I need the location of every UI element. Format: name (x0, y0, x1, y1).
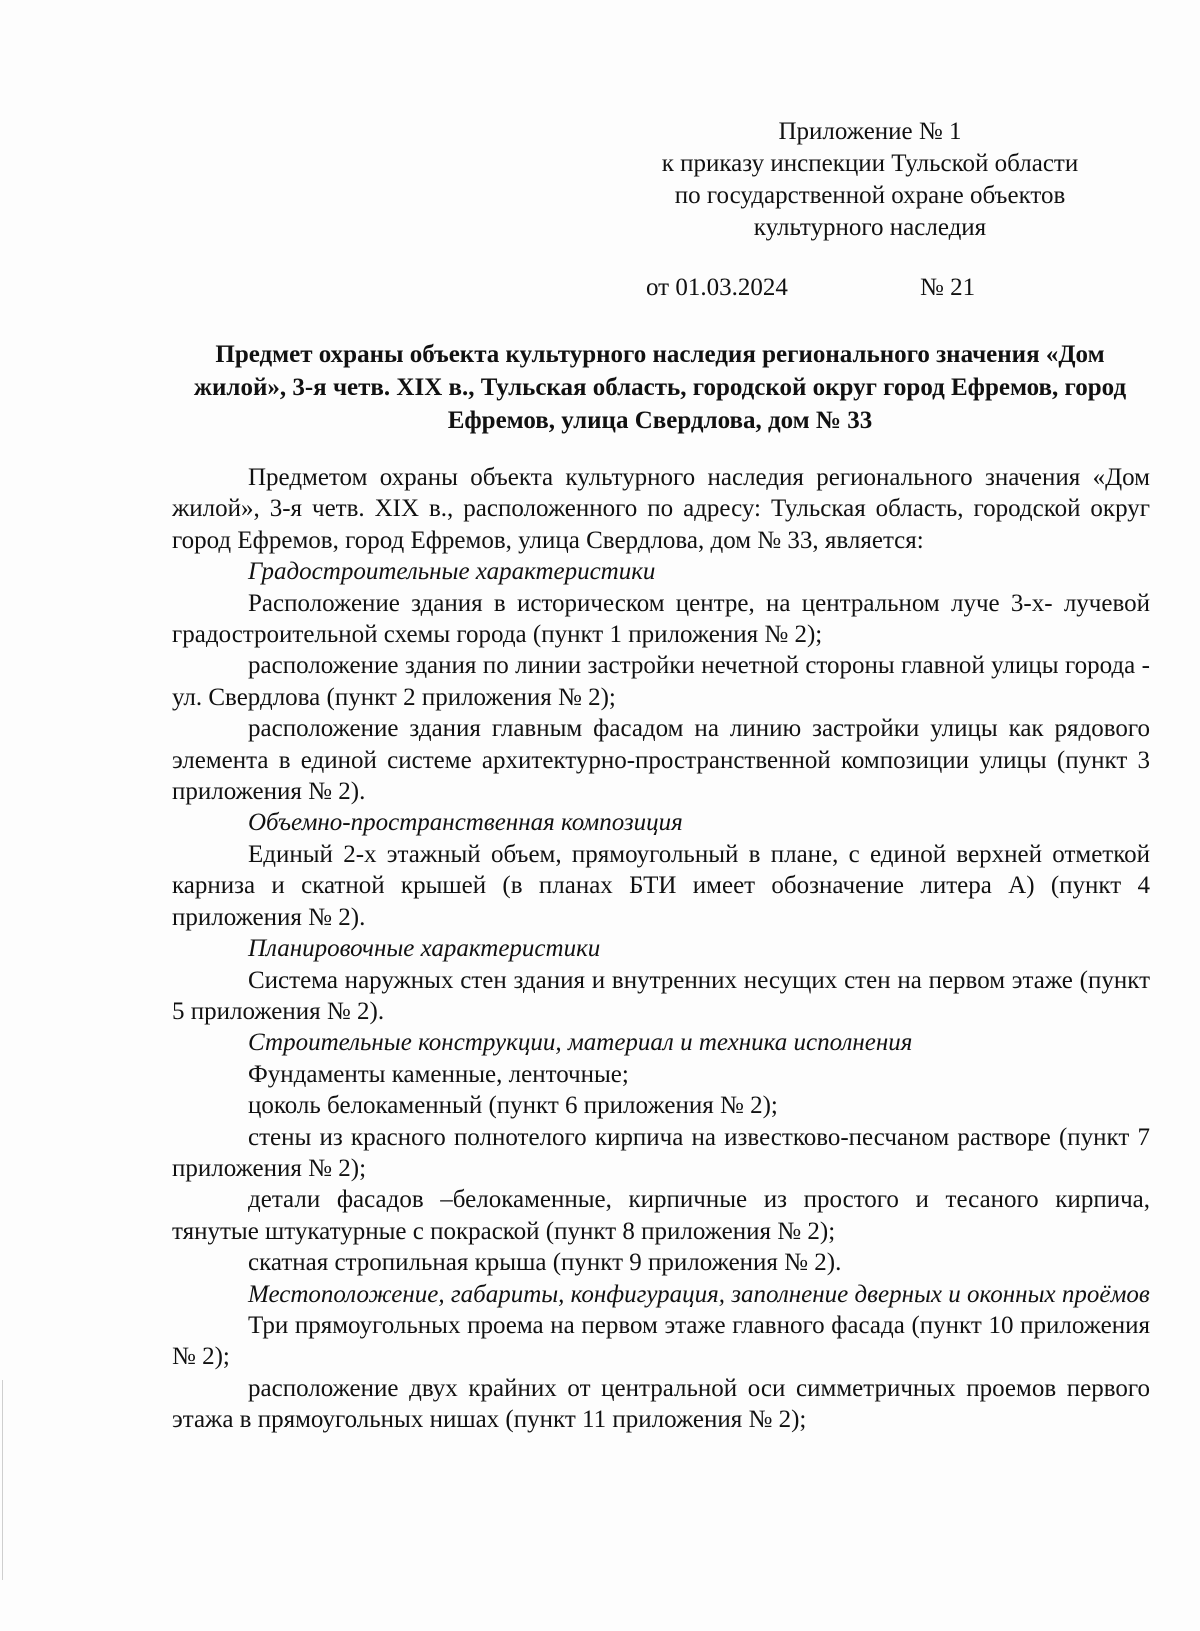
order-date: от 01.03.2024 (646, 274, 788, 301)
intro-paragraph: Предметом охраны объекта культурного наследия регионального значения «Дом жилой», 3-я четв. XIX в., расположенного по адресу: Тульская область, городской округ город Ефремов, город Ефремов, улица Свердлова, дом № 33, является: (172, 464, 1150, 554)
list-item: цоколь белокаменный (пункт 6 приложения № 2); (248, 1092, 778, 1120)
list-item: детали фасадов –белокаменные, кирпичные из простого и тесаного кирпича, тянутые штукатурные с покраской (пункт 8 приложения № 2); (172, 1186, 1150, 1245)
appendix-header (590, 116, 1150, 244)
scan-edge-mark (2, 1380, 3, 1580)
section-heading-volume: Объемно-пространственная композиция (248, 809, 683, 837)
list-item: Фундаменты каменные, ленточные; (248, 1060, 629, 1088)
section-heading-construction: Строительные конструкции, материал и техника исполнения (248, 1029, 913, 1057)
list-item: Три прямоугольных проема на первом этаже главного фасада (пункт 10 приложения № 2); (172, 1311, 1150, 1371)
section-heading-planning: Планировочные характеристики (248, 935, 601, 963)
document-title: Предмет охраны объекта культурного наследия регионального значения «Дом жилой», 3-я четв. XIX в., Тульская область, городской округ город Ефремов, город Ефремов, улица Свердлова, дом № 33 (193, 341, 1127, 434)
appendix-order-ref: к приказу инспекции Тульской области (661, 150, 1079, 177)
appendix-number: Приложение № 1 (778, 118, 962, 145)
section-heading-urban: Градостроительные характеристики (248, 558, 656, 586)
appendix-authority-cont: культурного наследия (753, 214, 987, 241)
section-heading-openings: Местоположение, габариты, конфигурация, заполнение дверных и оконных проёмов (248, 1280, 1150, 1308)
list-item: Расположение здания в историческом центре, на центральном луче 3-х- лучевой градостроительной схемы города (пункт 1 приложения № 2); (172, 589, 1150, 649)
list-item: Система наружных стен здания и внутренних несущих стен на первом этаже (пункт 5 приложения № 2). (172, 966, 1150, 1025)
list-item: скатная стропильная крыша (пункт 9 приложения № 2). (248, 1249, 842, 1277)
order-number: № 21 (920, 274, 976, 301)
list-item: расположение здания главным фасадом на линию застройки улицы как рядового элемента в единой системе архитектурно-пространственной композиции улицы (пункт 3 приложения № 2). (172, 715, 1150, 806)
document-body (172, 462, 1150, 1436)
list-item: расположение здания по линии застройки нечетной стороны главной улицы города - ул. Свердлова (пункт 2 приложения № 2); (172, 652, 1150, 711)
list-item: Единый 2-х этажный объем, прямоугольный в плане, с единой верхней отметкой карниза и скатной крышей (в планах БТИ имеет обозначение литера А) (пункт 4 приложения № 2). (172, 840, 1150, 931)
list-item: расположение двух крайних от центральной оси симметричных проемов первого этажа в прямоугольных нишах (пункт 11 приложения № 2); (172, 1374, 1150, 1434)
list-item: стены из красного полнотелого кирпича на известково-песчаном растворе (пункт 7 приложения № 2); (172, 1123, 1150, 1182)
appendix-authority: по государственной охране объектов (674, 182, 1066, 209)
